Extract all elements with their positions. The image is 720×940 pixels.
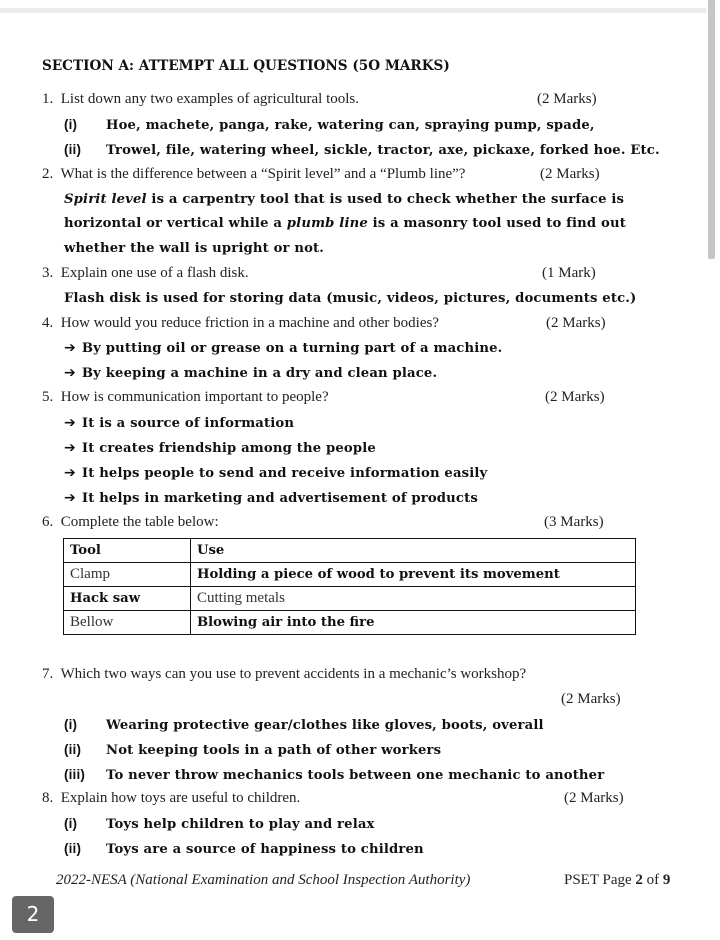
- answer-text: Not keeping tools in a path of other workers: [106, 743, 442, 758]
- question-number: 4.: [42, 315, 54, 331]
- answer-marker: (ii): [64, 742, 82, 757]
- question-number: 1.: [42, 91, 54, 107]
- footer-authority: 2022-NESA (National Examination and School Inspection Authority): [56, 872, 471, 888]
- table-cell-tool: Bellow: [64, 611, 191, 635]
- table-row: [64, 563, 636, 587]
- footer-total-pages: 9: [662, 872, 671, 888]
- question-text: How is communication important to people?: [60, 389, 329, 405]
- answer-item: [64, 717, 544, 734]
- arrow-right-icon: ➔: [64, 365, 76, 381]
- answer-item: [64, 767, 604, 784]
- question-5: [42, 389, 329, 405]
- question-2: [42, 166, 465, 182]
- term-spirit-level: Spirit level: [64, 192, 147, 207]
- table-row: [64, 611, 636, 635]
- answer-text: Toys help children to play and relax: [106, 817, 375, 832]
- answer-text: is a carpentry tool that is used to check whether the surface is: [146, 192, 625, 207]
- table-cell-use: Holding a piece of wood to prevent its movement: [191, 563, 636, 587]
- answer-text: By putting oil or grease on a turning part of a machine.: [81, 341, 503, 356]
- answer-text: It creates friendship among the people: [81, 441, 376, 456]
- arrow-right-icon: ➔: [64, 440, 76, 456]
- question-number: 7.: [42, 666, 54, 682]
- footer-current-page: 2: [635, 872, 643, 888]
- question-number: 3.: [42, 265, 54, 281]
- question-6: [42, 514, 219, 530]
- answer-text: To never throw mechanics tools between one mechanic to another: [106, 768, 605, 783]
- arrow-right-icon: ➔: [64, 415, 76, 431]
- question-marks: (2 Marks): [540, 166, 600, 182]
- answer-item: [64, 415, 294, 432]
- answer-text: It helps in marketing and advertisement of products: [81, 491, 478, 506]
- answer-text: horizontal or vertical while a: [64, 216, 287, 231]
- arrow-right-icon: ➔: [64, 340, 76, 356]
- answer-item: [64, 816, 375, 833]
- question-3: [42, 265, 249, 281]
- table-cell-use: Cutting metals: [191, 587, 636, 611]
- page-indicator-badge[interactable]: 2: [12, 896, 54, 933]
- arrow-right-icon: ➔: [64, 465, 76, 481]
- answer-item: [64, 142, 660, 159]
- answer-text: Toys are a source of happiness to children: [106, 842, 424, 857]
- table-header-tool: Tool: [64, 539, 191, 563]
- answer-text: It helps people to send and receive information easily: [81, 466, 488, 481]
- answer-line: [64, 216, 626, 232]
- answer-item: [64, 117, 595, 134]
- term-plumb-line: plumb line: [286, 216, 368, 231]
- table-row: [64, 587, 636, 611]
- question-marks: (2 Marks): [564, 790, 624, 806]
- answer-text: Trowel, file, watering wheel, sickle, tractor, axe, pickaxe, forked hoe. Etc.: [106, 143, 660, 158]
- answer-item: [64, 340, 502, 357]
- question-text: How would you reduce friction in a machine and other bodies?: [60, 315, 439, 331]
- question-text: Explain how toys are useful to children.: [60, 790, 301, 806]
- answer-text: Hoe, machete, panga, rake, watering can, spraying pump, spade,: [106, 118, 595, 133]
- table-cell-use: Blowing air into the fire: [191, 611, 636, 635]
- answer-marker: (ii): [64, 142, 82, 157]
- question-marks: (2 Marks): [546, 315, 606, 331]
- table-cell-tool: Hack saw: [64, 587, 191, 611]
- answer-text: By keeping a machine in a dry and clean place.: [81, 366, 438, 381]
- answer-item: [64, 365, 437, 382]
- question-marks: (2 Marks): [545, 389, 605, 405]
- answer-marker: (i): [64, 816, 78, 831]
- question-text: Explain one use of a flash disk.: [60, 265, 249, 281]
- answer-marker: (i): [64, 717, 78, 732]
- question-number: 2.: [42, 166, 54, 182]
- question-marks: (2 Marks): [537, 91, 597, 107]
- answer-line: Flash disk is used for storing data (music, videos, pictures, documents etc.): [64, 291, 637, 306]
- question-number: 5.: [42, 389, 54, 405]
- question-number: 8.: [42, 790, 54, 806]
- question-text: What is the difference between a “Spirit level” and a “Plumb line”?: [60, 166, 466, 182]
- answer-marker: (i): [64, 117, 78, 132]
- question-8: [42, 790, 300, 806]
- question-marks: (1 Mark): [542, 265, 596, 281]
- question-marks: (2 Marks): [561, 691, 621, 707]
- question-number: 6.: [42, 514, 54, 530]
- footer-page-prefix: PSET Page: [564, 872, 636, 888]
- answer-text: Wearing protective gear/clothes like gloves, boots, overall: [106, 718, 544, 733]
- question-text: List down any two examples of agricultural tools.: [60, 91, 360, 107]
- answer-item: [64, 440, 376, 457]
- answer-line: whether the wall is upright or not.: [64, 241, 325, 256]
- arrow-right-icon: ➔: [64, 490, 76, 506]
- answer-item: [64, 742, 441, 759]
- answer-item: [64, 465, 487, 482]
- section-heading: SECTION A: ATTEMPT ALL QUESTIONS (5O MARKS): [42, 58, 450, 74]
- footer-of: of: [642, 872, 663, 888]
- answer-text: is a masonry tool used to find out: [367, 216, 626, 231]
- answer-line: [64, 192, 624, 208]
- answer-item: [64, 490, 478, 507]
- question-marks: (3 Marks): [544, 514, 604, 530]
- table-cell-tool: Clamp: [64, 563, 191, 587]
- tools-table: [63, 538, 636, 635]
- answer-item: [64, 841, 424, 858]
- table-header-use: Use: [191, 539, 636, 563]
- question-text: Complete the table below:: [60, 514, 219, 530]
- footer-page-number: [564, 872, 670, 889]
- question-text: Which two ways can you use to prevent accidents in a mechanic’s workshop?: [60, 666, 527, 682]
- question-7: [42, 666, 526, 682]
- scrollbar-thumb[interactable]: [708, 0, 715, 259]
- question-1: [42, 91, 359, 107]
- answer-marker: (ii): [64, 841, 82, 856]
- answer-text: It is a source of information: [81, 416, 295, 431]
- table-header-row: [64, 539, 636, 563]
- question-4: [42, 315, 439, 331]
- answer-marker: (iii): [64, 767, 85, 782]
